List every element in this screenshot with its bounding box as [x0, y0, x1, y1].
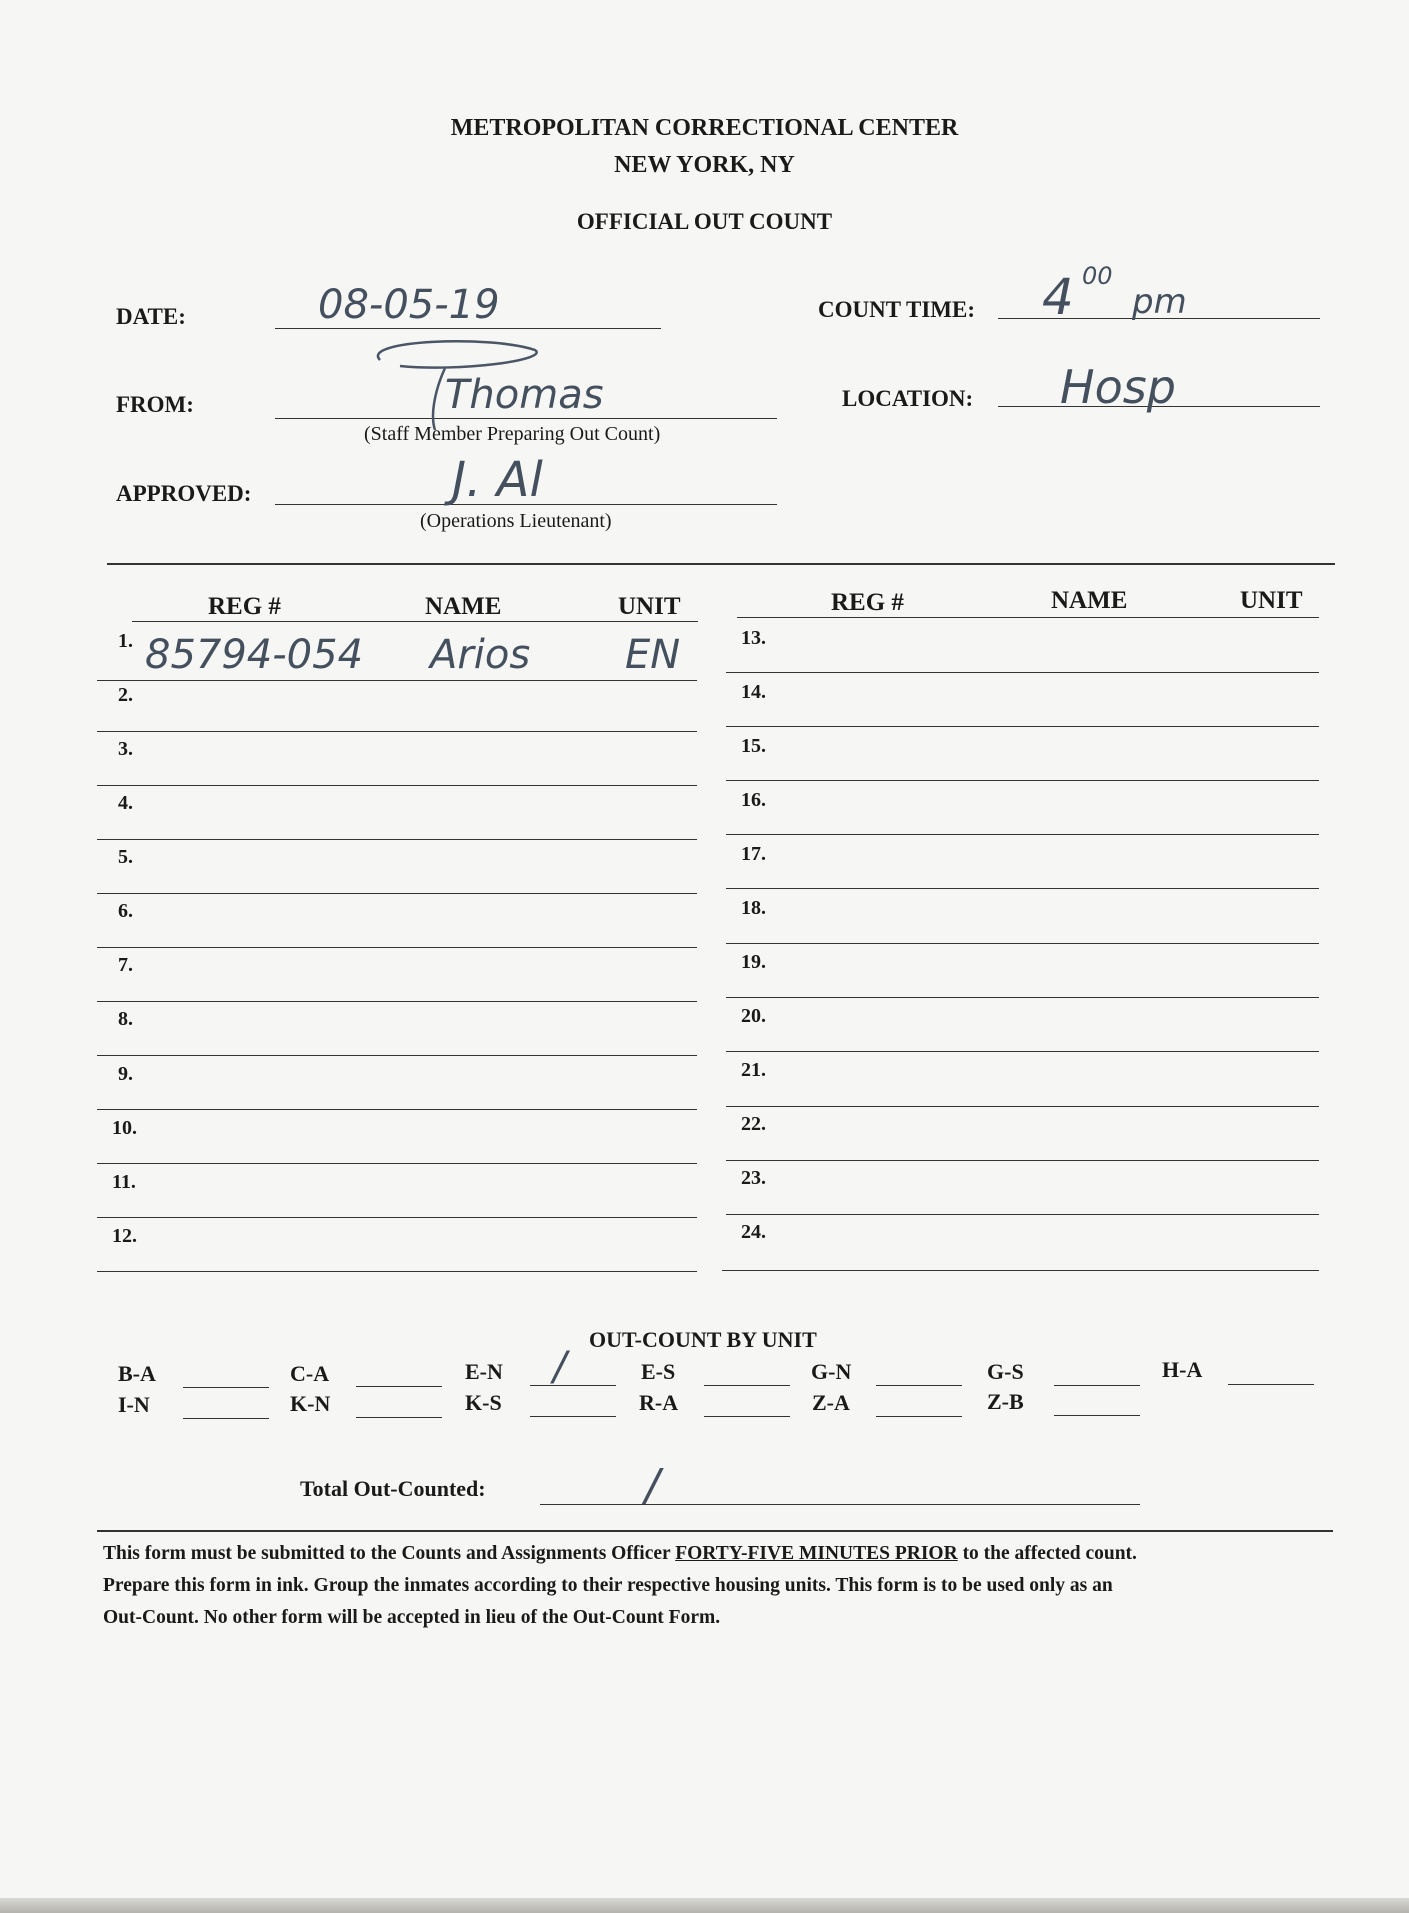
row-number: 6.: [118, 900, 133, 922]
footer-line-3: Out-Count. No other form will be accepted in lieu of the Out-Count Form.: [103, 1607, 721, 1628]
form-title: OFFICIAL OUT COUNT: [576, 209, 833, 234]
location-label: LOCATION:: [842, 386, 974, 411]
unit-label: C-A: [290, 1361, 330, 1386]
row-number: 24.: [741, 1221, 766, 1243]
row-number: 12.: [112, 1225, 137, 1247]
total-value[interactable]: /: [645, 1460, 660, 1511]
approved-label: APPROVED:: [116, 481, 252, 506]
from-caption: (Staff Member Preparing Out Count): [364, 423, 661, 445]
row-line: [726, 1051, 1319, 1052]
row-number: 11.: [112, 1171, 136, 1193]
row-line: [97, 1163, 697, 1164]
row-line: [726, 834, 1319, 835]
unit-label: B-A: [118, 1361, 156, 1386]
right-header-unit: UNIT: [1240, 587, 1303, 614]
row-1-reg[interactable]: 85794-054: [145, 632, 364, 678]
row-line: [97, 785, 697, 786]
right-header-line: [737, 617, 1319, 618]
count-time-minutes: 00: [1082, 262, 1113, 290]
row-number: 13.: [741, 627, 766, 649]
date-label: DATE:: [116, 304, 186, 329]
from-value[interactable]: Thomas: [445, 372, 604, 418]
left-header-name: NAME: [425, 593, 502, 620]
row-line: [726, 672, 1319, 673]
row-line: [726, 780, 1319, 781]
total-label: Total Out-Counted:: [300, 1476, 486, 1501]
unit-label: G-S: [987, 1359, 1024, 1384]
row-number: 8.: [118, 1008, 133, 1030]
footer-divider: [97, 1530, 1333, 1532]
unit-en-value[interactable]: /: [553, 1344, 567, 1390]
approved-value[interactable]: J. Al: [452, 452, 543, 508]
row-number: 5.: [118, 846, 133, 868]
row-line: [726, 726, 1319, 727]
date-value[interactable]: 08-05-19: [318, 282, 500, 328]
out-count-title: OUT-COUNT BY UNIT: [589, 1327, 817, 1352]
row-number: 20.: [741, 1005, 766, 1027]
count-time-label: COUNT TIME:: [818, 297, 975, 322]
row-line: [97, 731, 697, 732]
unit-input-line[interactable]: [356, 1386, 442, 1387]
footer-emphasis: FORTY-FIVE MINUTES PRIOR: [675, 1543, 958, 1564]
unit-label: G-N: [811, 1359, 852, 1384]
unit-input-line[interactable]: [876, 1385, 962, 1386]
row-line: [97, 1271, 697, 1272]
left-header-unit: UNIT: [618, 593, 681, 620]
unit-input-line[interactable]: [1228, 1384, 1314, 1385]
row-line: [722, 1270, 1319, 1271]
row-number: 15.: [741, 735, 766, 757]
count-time-hour[interactable]: 4: [1042, 268, 1074, 326]
unit-input-line[interactable]: [704, 1385, 790, 1386]
row-line: [726, 943, 1319, 944]
row-number: 2.: [118, 684, 133, 706]
row-line: [726, 997, 1319, 998]
header-line-1: METROPOLITAN CORRECTIONAL CENTER: [450, 115, 959, 141]
unit-input-line[interactable]: [876, 1416, 962, 1417]
count-time-suffix: pm: [1132, 282, 1187, 322]
unit-input-line[interactable]: [183, 1418, 269, 1419]
unit-input-line[interactable]: [704, 1416, 790, 1417]
row-number: 9.: [118, 1063, 133, 1085]
unit-input-line[interactable]: [1054, 1415, 1140, 1416]
page-bottom-edge: [0, 1898, 1409, 1913]
footer-line-1: [103, 1538, 1323, 1570]
row-1-name[interactable]: Arios: [430, 632, 531, 678]
row-line: [726, 1106, 1319, 1107]
row-number: 7.: [118, 954, 133, 976]
unit-input-line[interactable]: [1054, 1385, 1140, 1386]
row-number: 3.: [118, 738, 133, 760]
unit-label: Z-A: [812, 1390, 850, 1415]
row-number: 16.: [741, 789, 766, 811]
unit-label: H-A: [1162, 1357, 1203, 1382]
unit-label: E-S: [641, 1359, 676, 1384]
left-header-reg: REG #: [208, 593, 281, 620]
row-line: [726, 1160, 1319, 1161]
row-line: [97, 680, 697, 681]
row-1-unit[interactable]: EN: [625, 632, 681, 678]
row-number: 1.: [118, 630, 133, 652]
footer-text-part1: This form must be submitted to the Counts and Assignments Officer: [103, 1543, 676, 1564]
unit-label: R-A: [639, 1390, 679, 1415]
row-line: [726, 888, 1319, 889]
unit-label: Z-B: [987, 1389, 1024, 1414]
row-number: 14.: [741, 681, 766, 703]
row-number: 4.: [118, 792, 133, 814]
section-divider: [107, 563, 1335, 565]
footer-text-part2: to the affected count.: [957, 1543, 1137, 1564]
left-header-line: [132, 621, 698, 622]
unit-input-line[interactable]: [356, 1417, 442, 1418]
row-line: [97, 947, 697, 948]
row-line: [97, 1109, 697, 1110]
row-line: [97, 839, 697, 840]
right-header-name: NAME: [1051, 587, 1128, 614]
unit-input-line[interactable]: [183, 1387, 269, 1388]
row-number: 17.: [741, 843, 766, 865]
unit-label: K-S: [465, 1390, 502, 1415]
unit-input-line[interactable]: [530, 1385, 616, 1386]
unit-label: I-N: [118, 1392, 150, 1417]
right-header-reg: REG #: [831, 589, 904, 616]
header-line-2: NEW YORK, NY: [614, 152, 795, 178]
row-line: [97, 893, 697, 894]
row-number: 23.: [741, 1167, 766, 1189]
unit-input-line[interactable]: [530, 1416, 616, 1417]
unit-label: E-N: [465, 1359, 503, 1384]
row-number: 18.: [741, 897, 766, 919]
date-line: [275, 328, 661, 329]
unit-label: K-N: [290, 1391, 331, 1416]
approved-caption: (Operations Lieutenant): [420, 510, 612, 532]
row-number: 10.: [112, 1117, 137, 1139]
from-label: FROM:: [116, 392, 194, 417]
row-number: 22.: [741, 1113, 766, 1135]
total-line[interactable]: [540, 1504, 1140, 1505]
row-number: 19.: [741, 951, 766, 973]
row-number: 21.: [741, 1059, 766, 1081]
row-line: [97, 1055, 697, 1056]
row-line: [97, 1217, 697, 1218]
row-line: [726, 1214, 1319, 1215]
location-value[interactable]: Hosp: [1060, 360, 1176, 414]
row-line: [97, 1001, 697, 1002]
footer-line-2: Prepare this form in ink. Group the inmates according to their respective housing units. This form is to be used only as an: [103, 1575, 1113, 1596]
